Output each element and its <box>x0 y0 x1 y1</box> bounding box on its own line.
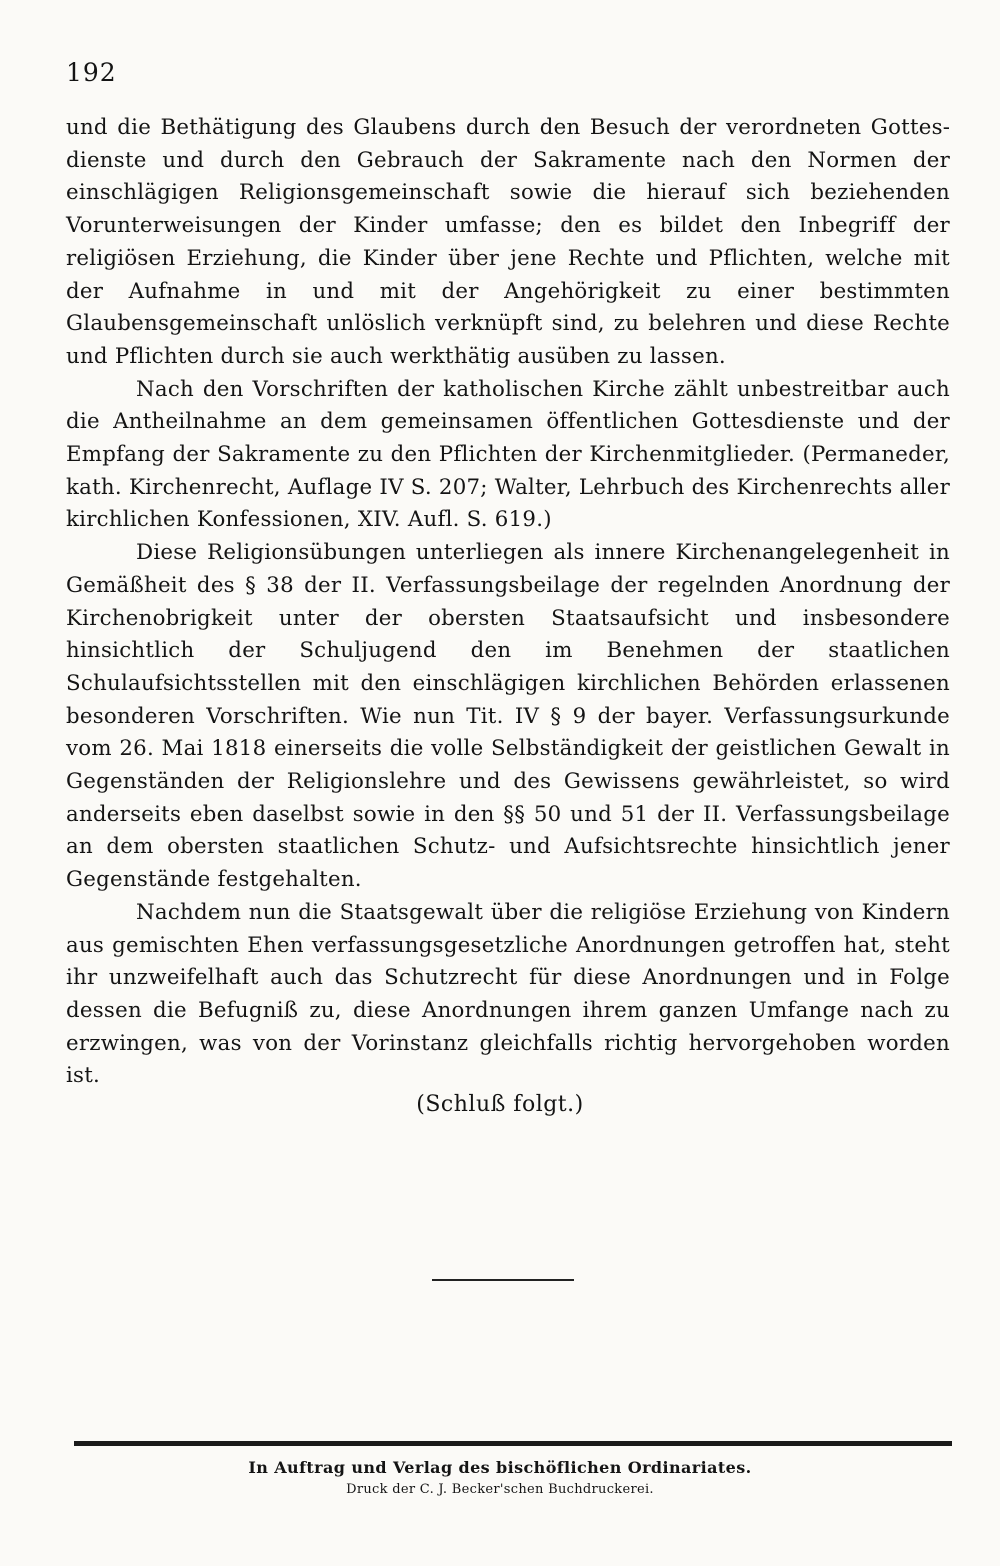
paragraph-3: Diese Religionsübungen unterliegen als innere Kirchenangelegenheit in Gemäßheit des § 38 der II. Verfassungsbeilage der regelnden Anordnung der Kirchenobrigkeit unter der obersten Staatsaufsicht und insbesondere hinsichtlich der Schuljugend den im Benehmen der staatlichen Schulaufsichtsstellen mit den einschlägigen kirchlichen Behörden erlassenen besonderen Vorschriften. Wie nun Tit. IV § 9 der bayer. Verfassungsurkunde vom 26. Mai 1818 einerseits die volle Selbständigkeit der geistlichen Gewalt in Gegenständen der Religionslehre und des Gewissens gewährleistet, so wird anderseits eben daselbst sowie in den §§ 50 und 51 der II. Verfassungsbeilage an dem obersten staatlichen Schutz- und Aufsichtsrechte hinsichtlich jener Gegenstände festgehalten. <box>66 540 950 893</box>
page-number: 192 <box>66 58 117 87</box>
publisher-line: In Auftrag und Verlag des bischöflichen Ordinariates. <box>248 1458 752 1477</box>
section-divider <box>432 1279 574 1281</box>
paragraph-1: und die Bethätigung des Glaubens durch den Besuch der verordneten Gottesdienste und durch den Gebrauch der Sakramente nach den Normen der einschlägigen Religionsgemeinschaft sowie die hierauf sich beziehenden Vorunterweisungen der Kinder umfasse; den es bildet den Inbegriff der religiösen Erziehung, die Kinder über jene Rechte und Pflichten, welche mit der Aufnahme in und mit der Angehörigkeit zu einer bestimmten Glaubensgemeinschaft unlöslich verknüpft sind, zu belehren und diese Rechte und Pflichten durch sie auch werkthätig ausüben zu lassen. <box>66 115 950 369</box>
continuation-note: (Schluß folgt.) <box>416 1092 584 1117</box>
footer-rule <box>74 1441 952 1446</box>
paragraph-2: Nach den Vorschriften der katholischen Kirche zählt unbestreitbar auch die Antheilnahme an dem gemeinsamen öffentlichen Gottesdienste und der Empfang der Sakramente zu den Pflichten der Kirchenmitglieder. (Permaneder, kath. Kirchenrecht, Auflage IV S. 207; Walter, Lehrbuch des Kirchenrechts aller kirchlichen Konfessionen, XIV. Aufl. S. 619.) <box>66 376 950 533</box>
printer-line: Druck der C. J. Becker'schen Buchdruckerei. <box>346 1482 654 1497</box>
body-text <box>66 112 950 1093</box>
paragraph-4: Nachdem nun die Staatsgewalt über die religiöse Erziehung von Kindern aus gemischten Ehen verfassungsgesetzliche Anordnungen getroffen hat, steht ihr unzweifelhaft auch das Schutzrecht für diese Anordnungen und in Folge dessen die Befugniß zu, diese Anordnungen ihrem ganzen Umfange nach zu erzwingen, was von der Vorinstanz gleichfalls richtig hervorgehoben worden ist. <box>66 899 950 1089</box>
